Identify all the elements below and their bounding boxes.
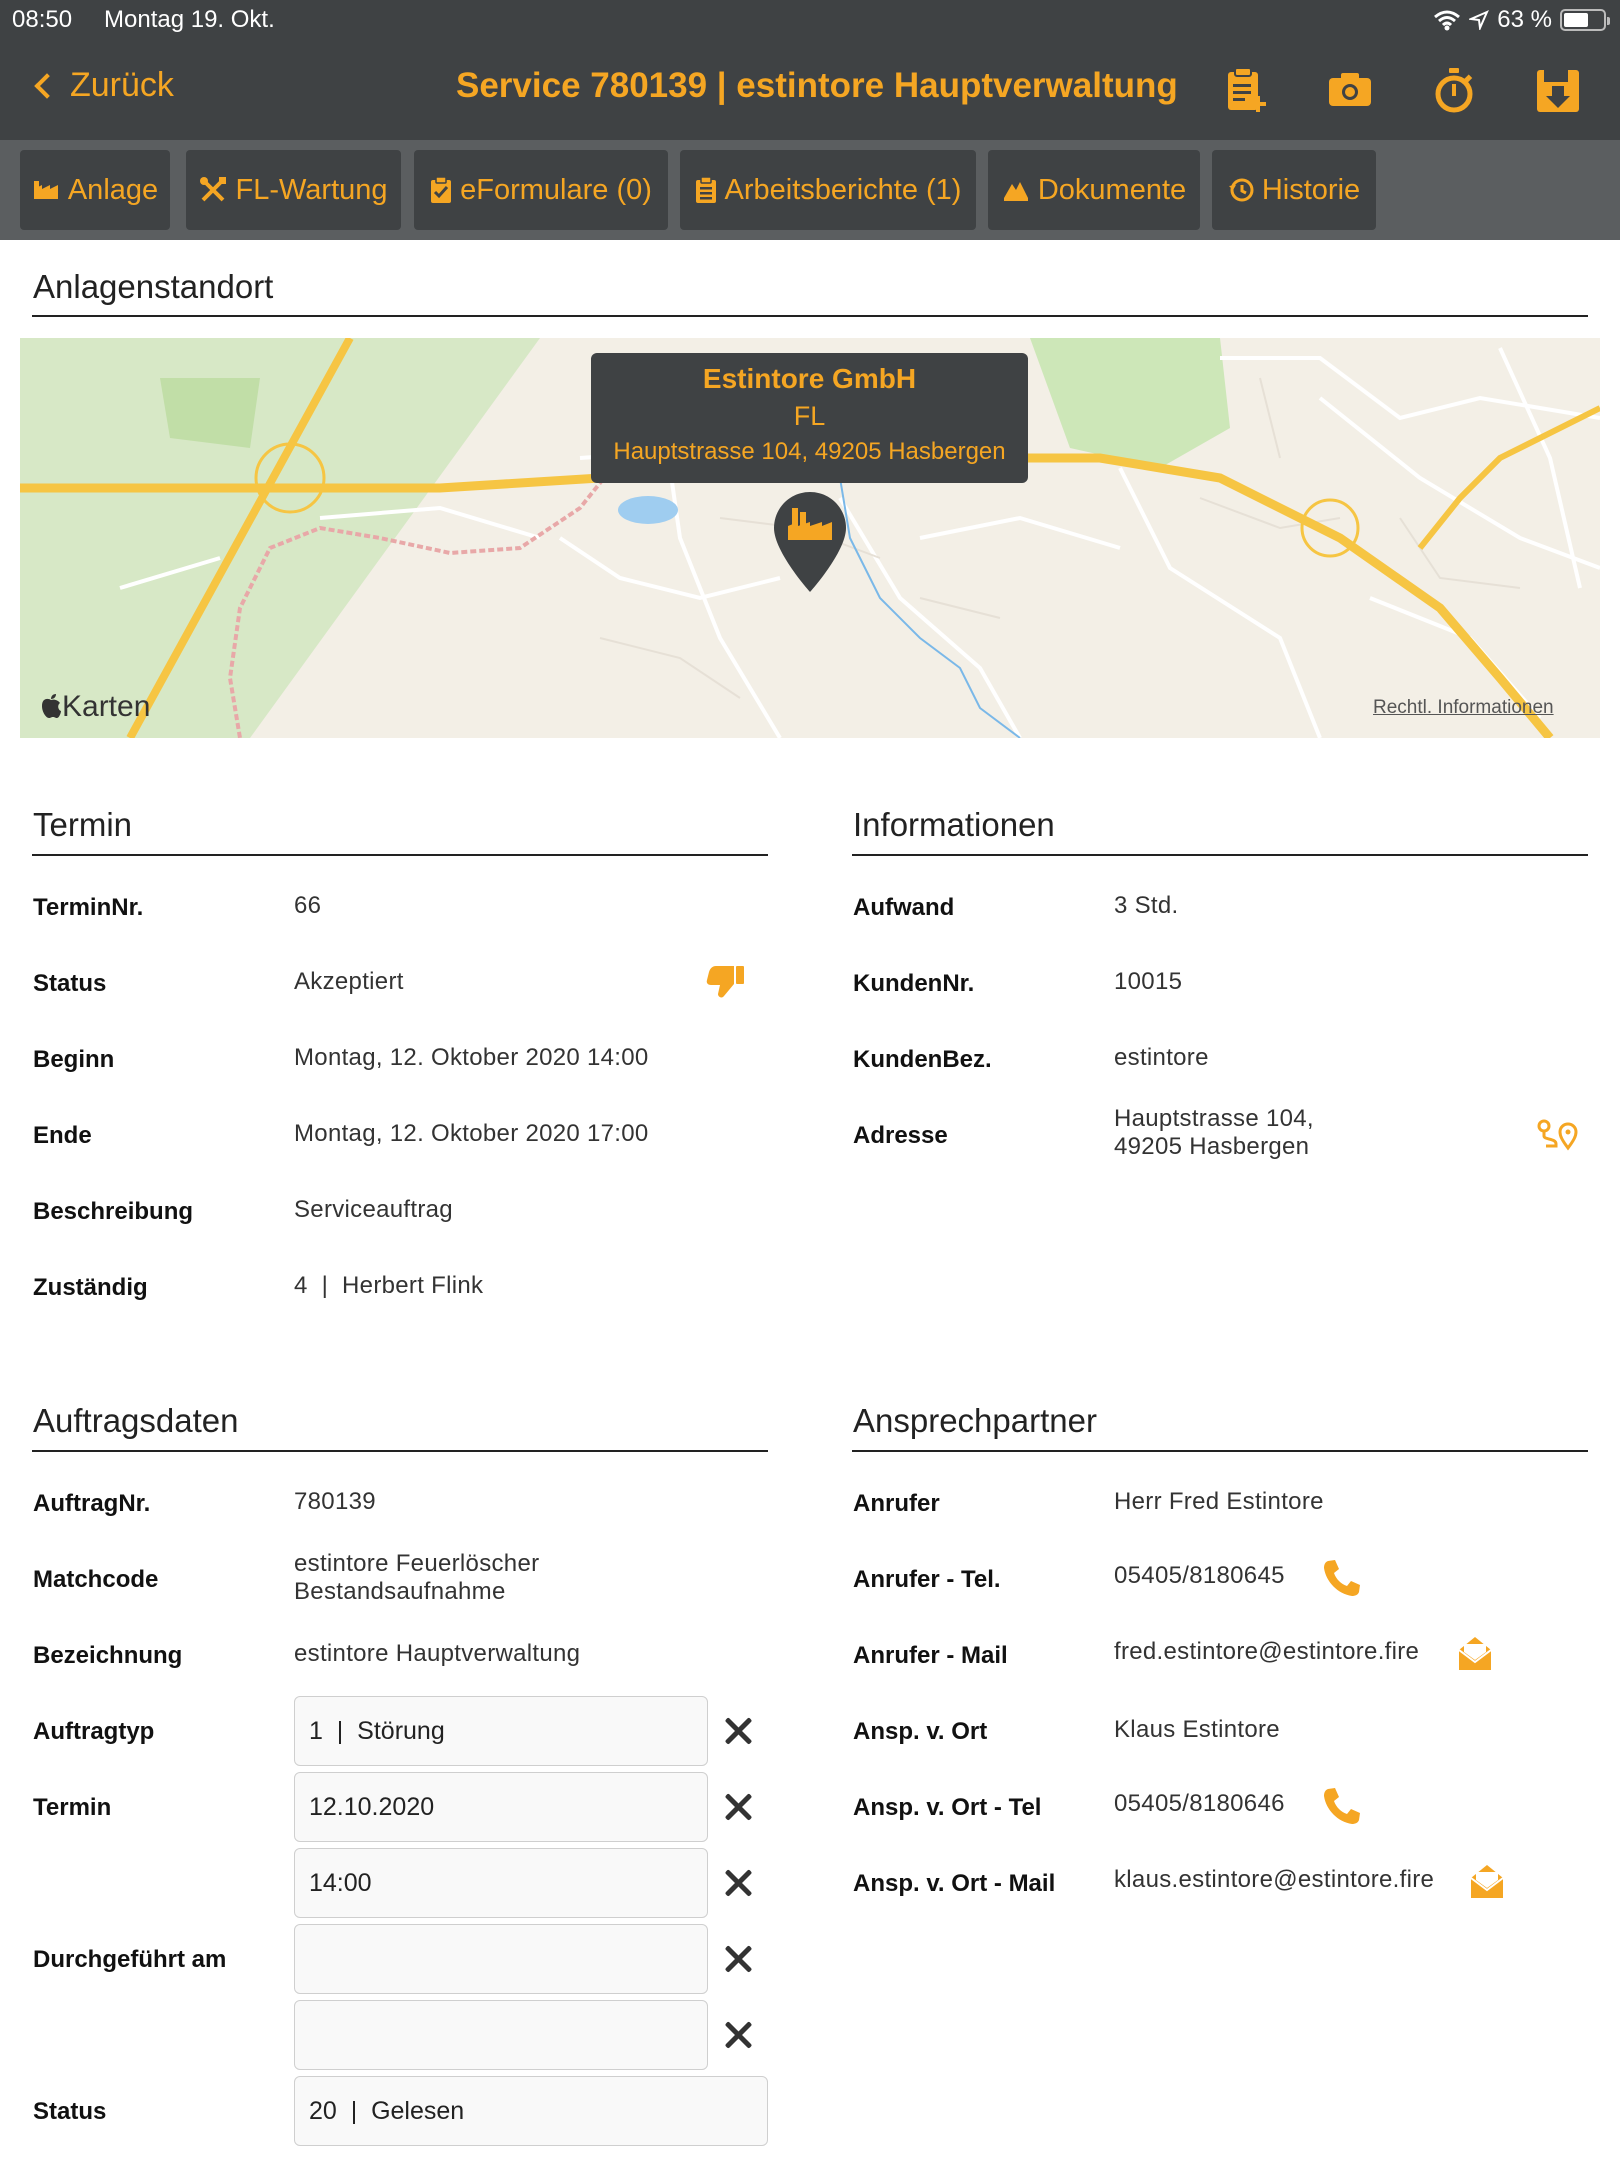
contact-value-anrufer-tel: 05405/8180645 (1114, 1562, 1285, 1589)
termin-label-status: Status (33, 970, 107, 997)
tab-label: Historie (1261, 173, 1361, 206)
termin-label-beginn: Beginn (33, 1046, 115, 1073)
contact-label-ansp-ort-tel: Ansp. v. Ort - Tel (853, 1794, 1042, 1821)
tab-eformulare[interactable] (414, 150, 668, 230)
stopwatch-icon[interactable] (1430, 66, 1478, 114)
durchgefuehrt-time-input[interactable] (294, 2000, 708, 2070)
callout-address: Hauptstrasse 104, 49205 Hasbergen (613, 438, 1006, 465)
map-callout[interactable] (591, 353, 1028, 483)
auftrag-label-bezeichnung: Bezeichnung (33, 1642, 183, 1669)
documents-icon (1002, 178, 1030, 202)
termin-value-beschreibung: Serviceauftrag (294, 1196, 453, 1223)
info-value-aufwand: 3 Std. (1114, 892, 1179, 919)
termin-label-terminnr: TerminNr. (33, 894, 144, 921)
info-value-kundenbez: estintore (1114, 1044, 1209, 1071)
info-value-kundennr: 10015 (1114, 968, 1183, 995)
info-label-kundennr: KundenNr. (853, 970, 975, 997)
callout-name: Estintore GmbH (702, 363, 917, 394)
contact-value-ansp-ort-tel: 05405/8180646 (1114, 1790, 1285, 1817)
termin-time-input[interactable]: 14:00 (294, 1848, 708, 1918)
section-title-informationen: Informationen (853, 806, 1055, 843)
auftrag-value-matchcode-line2: Bestandsaufnahme (294, 1578, 506, 1605)
tab-arbeitsberichte[interactable] (680, 150, 976, 230)
map-brand (40, 690, 150, 724)
battery-percent: 63 % (1497, 6, 1552, 33)
callout-type: FL (793, 401, 826, 431)
tab-label: FL-Wartung (235, 173, 388, 206)
auftrag-value-auftragnr: 780139 (294, 1488, 376, 1515)
auftrag-label-durchgefuehrt: Durchgeführt am (33, 1946, 227, 1973)
phone-icon[interactable] (1322, 1786, 1362, 1826)
contact-label-ansp-ort: Ansp. v. Ort (853, 1718, 988, 1745)
section-title-auftragsdaten: Auftragsdaten (33, 1402, 239, 1439)
status-input[interactable]: 20 | Gelesen (294, 2076, 768, 2146)
thumbs-down-icon[interactable] (706, 964, 746, 1000)
contact-label-anrufer: Anrufer (853, 1490, 940, 1517)
clear-auftragtyp-icon[interactable] (723, 1716, 753, 1746)
clear-termin-time-icon[interactable] (723, 1868, 753, 1898)
map-brand-label: Karten (62, 690, 151, 723)
durchgefuehrt-date-input[interactable] (294, 1924, 708, 1994)
wifi-icon (1433, 9, 1461, 31)
contact-label-anrufer-mail: Anrufer - Mail (853, 1642, 1008, 1669)
auftrag-value-bezeichnung: estintore Hauptverwaltung (294, 1640, 581, 1667)
top-navigation-bar (0, 0, 1620, 140)
back-label: Zurück (70, 66, 174, 104)
info-value-adresse-line1: Hauptstrasse 104, (1114, 1105, 1314, 1132)
status-time: 08:50 (12, 6, 73, 33)
info-value-adresse-line2: 49205 Hasbergen (1114, 1133, 1310, 1160)
auftrag-label-auftragnr: AuftragNr. (33, 1490, 151, 1517)
apple-logo-icon (40, 693, 62, 719)
save-download-icon[interactable] (1534, 66, 1582, 114)
location-arrow-icon (1469, 10, 1489, 30)
tab-bar (0, 140, 1620, 240)
auftrag-label-termin: Termin (33, 1794, 112, 1821)
contact-label-ansp-ort-mail: Ansp. v. Ort - Mail (853, 1870, 1056, 1897)
tab-anlage[interactable] (20, 150, 170, 230)
tab-historie[interactable] (1212, 150, 1376, 230)
tab-label: Anlage (67, 173, 159, 206)
termin-value-ende: Montag, 12. Oktober 2020 17:00 (294, 1120, 649, 1147)
contact-value-ansp-ort: Klaus Estintore (1114, 1716, 1280, 1743)
section-divider (32, 1450, 768, 1452)
clipboard-add-icon[interactable] (1222, 66, 1270, 114)
auftrag-label-status: Status (33, 2098, 107, 2125)
page-title: Service 780139 | estintore Hauptverwaltung (456, 66, 1178, 105)
section-divider (852, 1450, 1588, 1452)
phone-icon[interactable] (1322, 1558, 1362, 1598)
section-divider (852, 854, 1588, 856)
factory-icon (32, 177, 60, 203)
termin-value-status: Akzeptiert (294, 968, 404, 995)
auftrag-label-auftragtyp: Auftragtyp (33, 1718, 155, 1745)
camera-icon[interactable] (1326, 66, 1374, 114)
termin-value-zustaendig: 4 | Herbert Flink (294, 1272, 484, 1299)
tab-label: Dokumente (1037, 173, 1187, 206)
contact-value-anrufer: Herr Fred Estintore (1114, 1488, 1324, 1515)
info-label-adresse: Adresse (853, 1122, 948, 1149)
section-divider (32, 315, 1588, 317)
tab-label: Arbeitsberichte (1) (724, 173, 962, 206)
mail-open-icon[interactable] (1457, 1634, 1493, 1672)
battery-icon (1560, 9, 1606, 31)
clipboard-list-icon (695, 176, 717, 204)
contact-value-ansp-ort-mail: klaus.estintore@estintore.fire (1114, 1866, 1435, 1893)
termin-value-beginn: Montag, 12. Oktober 2020 14:00 (294, 1044, 649, 1071)
mail-open-icon[interactable] (1469, 1862, 1505, 1900)
clipboard-check-icon (430, 176, 452, 204)
back-button[interactable] (30, 66, 174, 105)
section-title-termin: Termin (33, 806, 133, 843)
auftrag-label-matchcode: Matchcode (33, 1566, 159, 1593)
clear-durchgefuehrt-time-icon[interactable] (723, 2020, 753, 2050)
route-icon[interactable] (1536, 1118, 1578, 1152)
termin-date-input[interactable]: 12.10.2020 (294, 1772, 708, 1842)
auftragtyp-input[interactable]: 1 | Störung (294, 1696, 708, 1766)
status-date: Montag 19. Okt. (104, 6, 275, 33)
termin-label-beschreibung: Beschreibung (33, 1198, 194, 1225)
section-divider (32, 854, 768, 856)
tools-icon (199, 176, 227, 204)
section-title-ansprechpartner: Ansprechpartner (853, 1402, 1097, 1439)
tab-fl-wartung[interactable] (186, 150, 401, 230)
contact-label-anrufer-tel: Anrufer - Tel. (853, 1566, 1001, 1593)
termin-label-zustaendig: Zuständig (33, 1274, 148, 1301)
factory-pin-icon[interactable] (772, 490, 848, 594)
termin-label-ende: Ende (33, 1122, 92, 1149)
clear-termin-date-icon[interactable] (723, 1792, 753, 1822)
history-icon (1228, 177, 1254, 203)
contact-value-anrufer-mail: fred.estintore@estintore.fire (1114, 1638, 1420, 1665)
map-legal-link[interactable]: Rechtl. Informationen (1373, 697, 1554, 718)
tab-label: eFormulare (0) (460, 173, 652, 206)
tab-dokumente[interactable] (988, 150, 1200, 230)
info-label-kundenbez: KundenBez. (853, 1046, 992, 1073)
status-indicators (1433, 6, 1606, 34)
auftrag-value-matchcode-line1: estintore Feuerlöscher (294, 1550, 540, 1577)
clear-durchgefuehrt-date-icon[interactable] (723, 1944, 753, 1974)
info-label-aufwand: Aufwand (853, 894, 955, 921)
chevron-left-icon (34, 73, 59, 98)
termin-value-terminnr: 66 (294, 892, 322, 919)
section-title-anlagenstandort: Anlagenstandort (33, 268, 274, 305)
